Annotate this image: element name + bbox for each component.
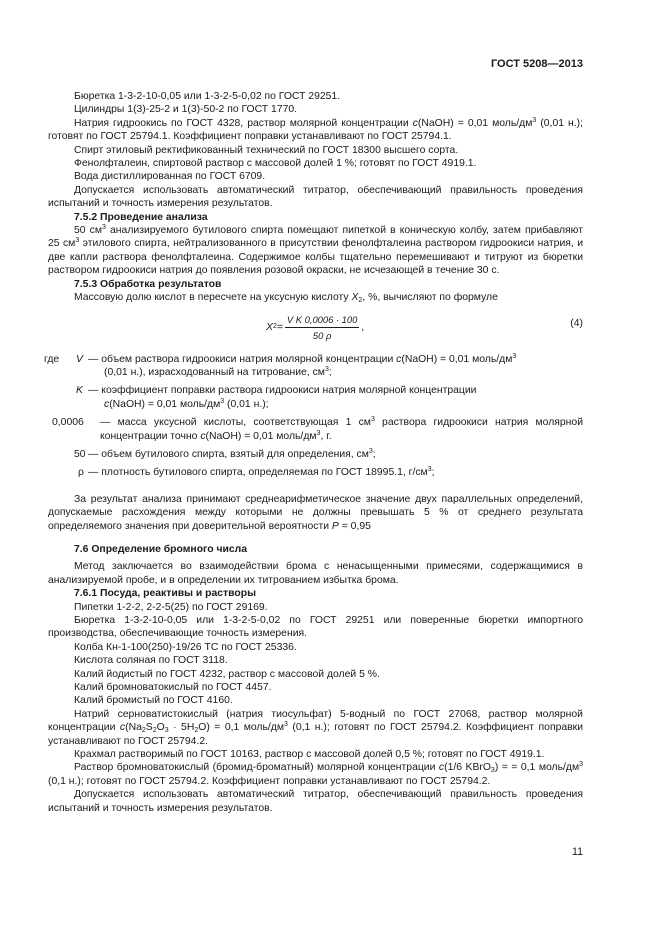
formula-legend xyxy=(44,352,583,480)
section-7-6-1-title: 7.6.1 Посуда, реактивы и растворы xyxy=(74,588,256,600)
section-7-5-2-title: 7.5.2 Проведение анализа xyxy=(74,211,208,223)
result-statement: За результат анализа принимают среднеарифметическое значение двух параллельных определений, допускаемые расхождения между которыми не должны превышать 5 % от среднего результата определяемого значения при доверительной вероятности P = 0,95 xyxy=(48,493,583,532)
equipment-flask: Колба Кн-1-100(250)-19/26 ТС по ГОСТ 25336. xyxy=(74,641,297,653)
formula-expression: X 2 = $\frac{\text{V K 0,0006 · 100}}{50 \rho}$ , xyxy=(266,313,365,341)
note-auto-titrator-2: Допускается использовать автоматический титратор, обеспечивающий правильность проведения испытаний и точность измерения результатов. xyxy=(48,789,583,814)
reagent-water: Вода дистиллированная по ГОСТ 6709. xyxy=(74,171,266,183)
note-auto-titrator: Допускается использовать автоматический титратор, обеспечивающий правильность проведения испытаний и точность измерения результатов. xyxy=(48,184,583,210)
equipment-burette: Бюретка 1-3-2-10-0,05 или 1-3-2-5-0,02 по ГОСТ 29251. xyxy=(74,91,341,102)
legend-rho: ρ — плотность бутилового спирта, определяемая по ГОСТ 18995.1, $г/см^3$; xyxy=(78,466,435,479)
section-7-5-3-intro: Массовую долю кислот в пересчете на уксусную кислоту $X_2$, %, вычисляют по формуле xyxy=(74,292,498,305)
formula-denominator: 50 ρ xyxy=(312,329,332,341)
reagent-bromide-bromate-solution: Раствор бромноватокислый (бромид-броматный) молярной концентрации c(1/6 KBrO$_3$) = = 0,1 моль/$дм^3$ (0,1 н.); готовят по ГОСТ 25794.2. Коэффициент поправки устанавливают по ГОСТ 25794.2. xyxy=(48,761,583,787)
document-body xyxy=(44,90,584,815)
legend-0-0006: 0,0006 — масса уксусной кислоты, соответствующая 1 $см^3$ раствора гидроокиси натрия молярной концентрации точно c(NaOH) = 0,01 моль/$дм^3$, г. xyxy=(52,416,583,442)
reagent-phenolphthalein: Фенолфталеин, спиртовой раствор с массовой долей 1 %; готовят по ГОСТ 4919.1. xyxy=(74,158,477,170)
section-7-6-text: Метод заключается во взаимодействии брома с ненасыщенными примесями, содержащимися в анализируемой пробе, и в определении их титрованием избытка брома. xyxy=(48,561,583,586)
legend-50: 50 — объем бутилового спирта, взятый для определения, $см^3$; xyxy=(74,447,376,460)
reagent-sodium-hydroxide: Натрия гидроокись по ГОСТ 4328, раствор молярной концентрации c(NaOH) = 0,01 моль/$дм^3$ (0,01 н.); готовят по ГОСТ 25794.1. Коэффициент поправки устанавливают по ГОСТ 25794.1. xyxy=(48,116,584,143)
reagent-potassium-bromide: Калий бромистый по ГОСТ 4160. xyxy=(74,695,233,707)
reagent-ethanol: Спирт этиловый ректификованный технический по ГОСТ 18300 высшего сорта. xyxy=(74,144,459,156)
reagent-potassium-bromate: Калий бромноватокислый по ГОСТ 4457. xyxy=(74,682,272,694)
section-7-6-title: 7.6 Определение бромного числа xyxy=(74,543,248,555)
equipment-cylinders: Цилиндры 1(3)-25-2 и 1(3)-50-2 по ГОСТ 1770. xyxy=(74,104,298,116)
equipment-burette-2: Бюретка 1-3-2-10-0,05 или 1-3-2-5-0,02 по ГОСТ 29251 или поверенные бюретки импортного производства, обеспечивающие точность измерения. xyxy=(48,615,583,640)
formula-number: (4) xyxy=(570,317,583,329)
reagent-potassium-iodide: Калий йодистый по ГОСТ 4232, раствор с массовой долей 5 %. xyxy=(74,668,380,680)
formula-4 xyxy=(48,309,583,349)
section-7-5-2-text: 50 $см^3$ анализируемого бутилового спирта помещают пипеткой в коническую колбу, затем прибавляют 25 $см^3$ этилового спирта, нейтрализованного в присутствии фенолфталеина раствором гидроокиси натрия, и две капли раствора фенолфталеина. Содержимое колбы тщательно перемешивают и титруют из бюретки раствором гидроокиси натрия до появления розовой окраски, не исчезающей в течение 30 с. xyxy=(48,224,583,277)
legend-k: K — коэффициент поправки раствора гидроокиси натрия молярной концентрации c(NaOH) = 0,01 моль/$дм^3$ (0,01 н.); xyxy=(76,385,477,410)
document-header-standard: ГОСТ 5208—2013 xyxy=(490,58,583,70)
reagent-starch: Крахмал растворимый по ГОСТ 10163, раствор с массовой долей 0,5 %; готовят по ГОСТ 4919.1. xyxy=(74,749,545,761)
section-7-5-3-title: 7.5.3 Обработка результатов xyxy=(74,278,222,290)
formula-numerator: V K 0,0006 · 100 xyxy=(285,313,359,328)
reagent-sodium-thiosulfate: Натрий серноватистокислый (натрия тиосульфат) 5-водный по ГОСТ 27068, раствор молярной концентрации $c(Na_2S_2O_3 \cdot 5H_2O) = 0,1$ моль/$дм^3$ (0,1 н.); готовят по ГОСТ 25794.2. Коэффициент поправки устанавливают по ГОСТ 25794.2. xyxy=(48,708,583,747)
equipment-pipettes: Пипетки 1-2-2, 2-2-5(25) по ГОСТ 29169. xyxy=(74,601,268,613)
legend-v: где V — объем раствора гидроокиси натрия молярной концентрации c(NaOH) = 0,01 моль/$дм^3$ (0,01 н.), израсходованный на титрование, $см^3$; xyxy=(44,352,517,378)
reagent-hydrochloric-acid: Кислота соляная по ГОСТ 3118. xyxy=(74,655,228,667)
page-number: 11 xyxy=(572,846,583,858)
formula-fraction xyxy=(285,313,359,343)
